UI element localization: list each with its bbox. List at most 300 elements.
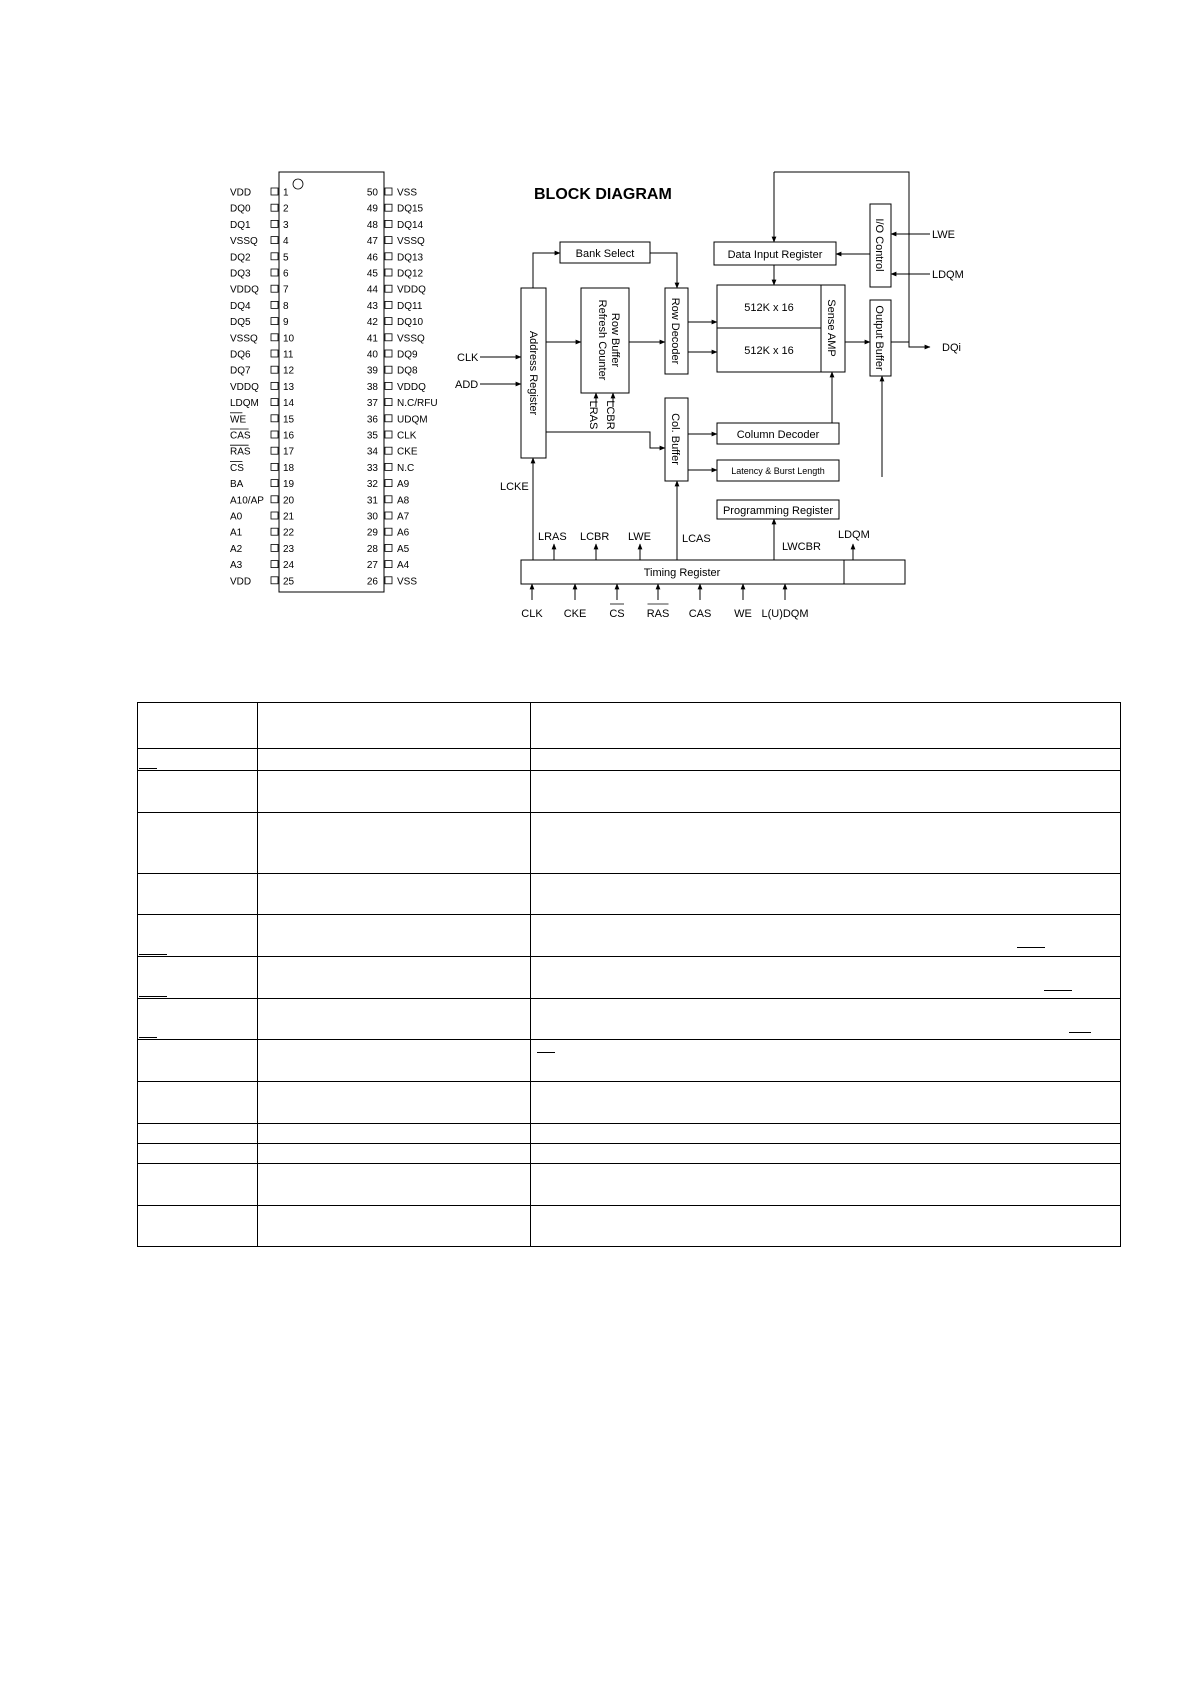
pin-9 (230, 317, 289, 328)
memory-bank-top-label: 512K x 16 (744, 302, 794, 314)
pin-18 (230, 461, 295, 474)
pin-number: 8 (283, 300, 289, 312)
pin-pad (385, 480, 392, 487)
table-cell (138, 771, 258, 813)
pin-16 (230, 429, 295, 442)
pin-name: UDQM (397, 414, 428, 426)
pin-pad (385, 220, 392, 227)
pin-39 (367, 366, 418, 377)
pin-name: A10/AP (230, 495, 264, 507)
pin-pad (385, 415, 392, 422)
pin-name: A6 (397, 527, 410, 539)
pin-19 (230, 479, 295, 490)
overline-mark (1044, 990, 1072, 991)
pin-pad (271, 334, 278, 341)
pin-pad (385, 431, 392, 438)
pin-13 (230, 382, 295, 393)
pin1-indicator (293, 179, 303, 189)
pin-name: LDQM (230, 398, 259, 410)
table-row (138, 1164, 1121, 1206)
pin-38 (367, 382, 426, 393)
pin-pad (271, 318, 278, 325)
pin-pad (271, 269, 278, 276)
pin-pad (271, 399, 278, 406)
pin-pad (385, 318, 392, 325)
pin-pad (385, 577, 392, 584)
pin-28 (367, 544, 410, 555)
lcke-signal-label: LCKE (500, 481, 529, 493)
pin-6 (230, 269, 289, 280)
pin-name: VSSQ (397, 333, 425, 345)
pin-number: 10 (283, 333, 295, 345)
column-decoder-label: Column Decoder (736, 429, 820, 441)
pin-17 (230, 445, 295, 458)
left-pin-column (230, 188, 295, 588)
table-cell (138, 813, 258, 874)
input-label: CLK (521, 608, 543, 620)
pin-configuration-diagram (220, 170, 460, 605)
pin-number: 39 (366, 365, 378, 377)
table-cell (531, 749, 1121, 771)
pin-name: CKE (397, 446, 418, 458)
lcas-signal-label: LCAS (682, 533, 711, 545)
pin-name: DQ9 (397, 349, 418, 361)
pin-35 (367, 431, 417, 442)
pin-27 (367, 560, 410, 571)
pin-name: DQ6 (230, 349, 251, 361)
pin-name: CAS (230, 430, 251, 442)
table-row (138, 771, 1121, 813)
pin-number: 12 (283, 365, 295, 377)
table-row (138, 1082, 1121, 1124)
input-l-u-dqm (761, 608, 808, 620)
add-input-label: ADD (455, 379, 479, 391)
pin-number: 40 (366, 349, 378, 361)
pin-name: A9 (397, 479, 410, 491)
pin-name: DQ11 (397, 300, 423, 312)
pin-pad (385, 350, 392, 357)
table-row (138, 1206, 1121, 1247)
pin-number: 2 (283, 203, 289, 215)
pin-number: 20 (283, 495, 295, 507)
pin-number: 19 (283, 479, 295, 491)
input-label: CS (609, 608, 625, 620)
ldqm-right-signal-label: LDQM (932, 269, 964, 281)
pin-23 (230, 544, 295, 555)
overline-mark (139, 996, 167, 997)
output-buffer-label: Output Buffer (873, 305, 885, 371)
pin-number: 13 (283, 381, 295, 393)
pin-pad (385, 204, 392, 211)
table-row (138, 703, 1121, 749)
table-cell (138, 1164, 258, 1206)
table-row (138, 1144, 1121, 1164)
pin-pad (271, 285, 278, 292)
pin-pad (385, 447, 392, 454)
row-decoder-label: Row Decoder (669, 297, 681, 365)
pin-number: 30 (366, 511, 378, 523)
table-cell (258, 999, 531, 1040)
pin-15 (230, 413, 295, 426)
pin-name: DQ13 (397, 252, 424, 264)
pin-number: 23 (283, 543, 295, 555)
table-cell (138, 874, 258, 915)
pin-name: DQ1 (230, 219, 251, 231)
table-cell (258, 1082, 531, 1124)
lras-signal-label: LRAS (538, 531, 567, 543)
pin-number: 22 (283, 527, 295, 539)
pin-pad (271, 253, 278, 260)
pin-50 (367, 188, 417, 199)
overline-mark (1069, 1032, 1091, 1033)
table-row (138, 915, 1121, 957)
pin-number: 1 (283, 187, 289, 199)
block-diagram-title: BLOCK DIAGRAM (534, 186, 672, 203)
col-buffer-label: Col. Buffer (669, 413, 681, 465)
pin-number: 31 (366, 495, 378, 507)
table-cell (258, 1124, 531, 1144)
input-cas (689, 608, 712, 620)
table-cell (531, 915, 1121, 957)
pin-name: VSS (397, 576, 418, 588)
pin-name: DQ10 (397, 317, 424, 329)
pin-pad (271, 561, 278, 568)
pin-name: CLK (397, 430, 417, 442)
table-cell (138, 1040, 258, 1082)
pin-pad (271, 350, 278, 357)
table-cell (531, 703, 1121, 749)
table-row (138, 749, 1121, 771)
pin-number: 47 (366, 236, 378, 248)
pin-pad (271, 496, 278, 503)
pin-name: A8 (397, 495, 410, 507)
pin-number: 43 (366, 300, 378, 312)
table-cell (138, 703, 258, 749)
pin-number: 34 (366, 446, 378, 458)
refresh-counter-label: Refresh Counter (596, 299, 608, 381)
pin-name: DQ3 (230, 268, 251, 280)
table-cell (531, 1144, 1121, 1164)
pin-name: VSSQ (397, 236, 425, 248)
input-label: L(U)DQM (761, 608, 809, 620)
pin-name: A1 (230, 527, 243, 539)
pin-number: 25 (283, 576, 295, 588)
input-clk (521, 608, 543, 620)
pin-40 (367, 350, 418, 361)
table-cell (531, 957, 1121, 999)
pin-8 (230, 301, 289, 312)
table-cell (258, 813, 531, 874)
pin-pad (271, 577, 278, 584)
overline-mark (537, 1052, 555, 1053)
pin-24 (230, 560, 295, 571)
table-cell (531, 771, 1121, 813)
pin-1 (230, 188, 289, 199)
pin-number: 28 (366, 543, 378, 555)
overline-mark (139, 1037, 157, 1038)
table-cell (138, 1124, 258, 1144)
pin-number: 3 (283, 219, 289, 231)
pin-name: A3 (230, 560, 243, 572)
pin-name: DQ15 (397, 203, 424, 215)
table-row (138, 874, 1121, 915)
pin-name: DQ12 (397, 268, 424, 280)
pin-10 (230, 333, 295, 344)
pin-name: WE (230, 414, 247, 426)
pin-number: 17 (283, 446, 295, 458)
pin-number: 35 (366, 430, 378, 442)
pin-pad (385, 301, 392, 308)
pin-pad (271, 480, 278, 487)
pin-name: N.C/RFU (397, 398, 438, 410)
pin-pad (385, 285, 392, 292)
pin-name: DQ8 (397, 365, 418, 377)
pin-42 (367, 317, 424, 328)
pin-43 (367, 301, 423, 312)
lcbr-vertical-label: LCBR (604, 400, 616, 430)
pin-26 (367, 576, 417, 587)
right-pin-column (367, 188, 438, 588)
pin-number: 50 (366, 187, 378, 199)
pin-pad (385, 366, 392, 373)
pin-name: BA (230, 479, 244, 491)
pin-11 (230, 350, 294, 361)
io-control-label: I/O Control (873, 218, 885, 272)
pin-name: VDDQ (397, 381, 426, 393)
pin-25 (230, 576, 295, 587)
table-cell (138, 999, 258, 1040)
table-cell (531, 813, 1121, 874)
input-label: WE (734, 608, 752, 620)
pin-name: VDDQ (230, 284, 259, 296)
pin-pad (271, 366, 278, 373)
pin-30 (367, 512, 410, 523)
pin-number: 48 (366, 219, 378, 231)
pin-5 (230, 252, 289, 263)
pin-pad (385, 496, 392, 503)
table-row (138, 1040, 1121, 1082)
pin-41 (367, 333, 425, 344)
pin-number: 33 (366, 462, 378, 474)
table-cell (258, 1206, 531, 1247)
pin-name: VDDQ (230, 381, 259, 393)
input-we (734, 608, 752, 620)
table-cell (531, 1206, 1121, 1247)
table-cell (258, 749, 531, 771)
table-cell (258, 915, 531, 957)
pin-pad (385, 188, 392, 195)
pin-number: 45 (366, 268, 378, 280)
pin-pad (385, 237, 392, 244)
table-cell (258, 874, 531, 915)
pin-pad (385, 382, 392, 389)
pin-46 (367, 252, 424, 263)
pin-name: A5 (397, 543, 410, 555)
pin-12 (230, 366, 295, 377)
pin-number: 4 (283, 236, 289, 248)
table-cell (258, 1164, 531, 1206)
pin-pad (385, 253, 392, 260)
input-cs (609, 604, 624, 620)
pin-pad (271, 301, 278, 308)
pin-33 (367, 463, 414, 474)
pin-pad (385, 544, 392, 551)
timing-register-label: Timing Register (643, 567, 721, 579)
pin-name: DQ2 (230, 252, 251, 264)
dqi-signal-label: DQi (942, 342, 961, 354)
table-cell (258, 703, 531, 749)
pin-number: 24 (283, 560, 295, 572)
pin-number: 7 (283, 284, 289, 296)
pin-name: VDD (230, 187, 252, 199)
lras-vertical-label: LRAS (587, 400, 599, 430)
pin-name: VDD (230, 576, 252, 588)
table-cell (138, 1206, 258, 1247)
pin-7 (230, 285, 289, 296)
ldqm-bottom-signal-label: LDQM (838, 529, 870, 541)
pin-name: CS (230, 462, 244, 474)
pin-49 (367, 204, 424, 215)
pin-36 (367, 414, 428, 425)
pin-21 (230, 512, 295, 523)
table-cell (138, 957, 258, 999)
lwe-bottom-signal-label: LWE (628, 531, 652, 543)
pin-name: DQ0 (230, 203, 251, 215)
pin-number: 38 (366, 381, 378, 393)
table-cell (258, 957, 531, 999)
pin-pad (385, 528, 392, 535)
pin-pad (271, 463, 278, 470)
timing-inputs (521, 604, 808, 620)
programming-register-label: Programming Register (722, 505, 834, 517)
pin-pad (385, 561, 392, 568)
sense-amp-label: Sense AMP (825, 299, 837, 357)
pin-pad (271, 544, 278, 551)
pin-name: DQ4 (230, 300, 251, 312)
block-diagram (455, 172, 980, 642)
pin-2 (230, 204, 289, 215)
pin-name: A2 (230, 543, 243, 555)
pin-number: 41 (366, 333, 378, 345)
pin-number: 42 (366, 317, 378, 329)
pin-pad (271, 512, 278, 519)
clk-input-label: CLK (457, 352, 479, 364)
pin-34 (367, 447, 418, 458)
pin-pad (385, 463, 392, 470)
pin-description-table (137, 702, 1121, 1247)
pin-number: 5 (283, 252, 289, 264)
table-cell (531, 1124, 1121, 1144)
overline-mark (1017, 947, 1045, 948)
pin-name: A4 (397, 560, 410, 572)
pin-name: DQ7 (230, 365, 251, 377)
input-label: CKE (563, 608, 587, 620)
pin-pad (385, 512, 392, 519)
pin-4 (230, 236, 289, 247)
pin-number: 21 (283, 511, 295, 523)
pin-name: DQ14 (397, 219, 424, 231)
table-cell (531, 1040, 1121, 1082)
pin-name: A0 (230, 511, 243, 523)
pin-name: VSSQ (230, 236, 258, 248)
pin-number: 36 (366, 414, 378, 426)
pin-pad (385, 269, 392, 276)
pin-number: 6 (283, 268, 289, 280)
table-cell (531, 1164, 1121, 1206)
table-row (138, 957, 1121, 999)
table-cell (531, 1082, 1121, 1124)
pin-name: A7 (397, 511, 410, 523)
overline-mark (139, 954, 167, 955)
address-register-label: Address Register (527, 330, 539, 416)
pin-number: 18 (283, 462, 295, 474)
pin-number: 32 (366, 479, 378, 491)
latency-burst-label: Latency & Burst Length (731, 466, 825, 476)
input-cke (564, 608, 587, 620)
table-row (138, 999, 1121, 1040)
table-row (138, 1124, 1121, 1144)
pin-47 (367, 236, 425, 247)
pin-number: 29 (366, 527, 378, 539)
pin-pad (271, 220, 278, 227)
pin-name: VSSQ (230, 333, 258, 345)
table-cell (531, 999, 1121, 1040)
pin-29 (367, 528, 410, 539)
pin-pad (271, 237, 278, 244)
pin-name: N.C (397, 462, 415, 474)
row-buffer-label: Row Buffer (609, 312, 621, 368)
pin-number: 9 (283, 317, 289, 329)
pin-number: 44 (366, 284, 378, 296)
pin-pad (271, 431, 278, 438)
pin-pad (271, 188, 278, 195)
pin-number: 27 (366, 560, 378, 572)
pin-number: 14 (283, 398, 295, 410)
pin-31 (367, 495, 410, 506)
pin-name: VSS (397, 187, 418, 199)
pin-number: 16 (283, 430, 295, 442)
input-ras (647, 604, 670, 620)
pin-number: 49 (366, 203, 378, 215)
table-cell (258, 1040, 531, 1082)
pin-pad (271, 204, 278, 211)
data-input-register-label: Data Input Register (727, 249, 823, 261)
pin-number: 46 (366, 252, 378, 264)
pin-number: 15 (283, 414, 295, 426)
table-cell (138, 915, 258, 957)
pin-pad (385, 399, 392, 406)
bank-select-label: Bank Select (575, 248, 635, 260)
pin-pad (385, 334, 392, 341)
pin-pad (271, 415, 278, 422)
input-label: CAS (688, 608, 712, 620)
memory-bank-bottom-label: 512K x 16 (744, 345, 794, 357)
overline-mark (139, 768, 157, 769)
table-cell (138, 1082, 258, 1124)
lwe-signal-label: LWE (932, 229, 956, 241)
input-label: RAS (646, 608, 670, 620)
pin-pad (271, 528, 278, 535)
pin-20 (230, 495, 295, 506)
lcbr-signal-label: LCBR (580, 531, 610, 543)
pin-name: VDDQ (397, 284, 426, 296)
pin-pad (271, 447, 278, 454)
pin-name: RAS (230, 446, 251, 458)
pin-number: 11 (283, 349, 294, 361)
pin-14 (230, 398, 295, 409)
pin-name: DQ5 (230, 317, 251, 329)
table-cell (138, 1144, 258, 1164)
